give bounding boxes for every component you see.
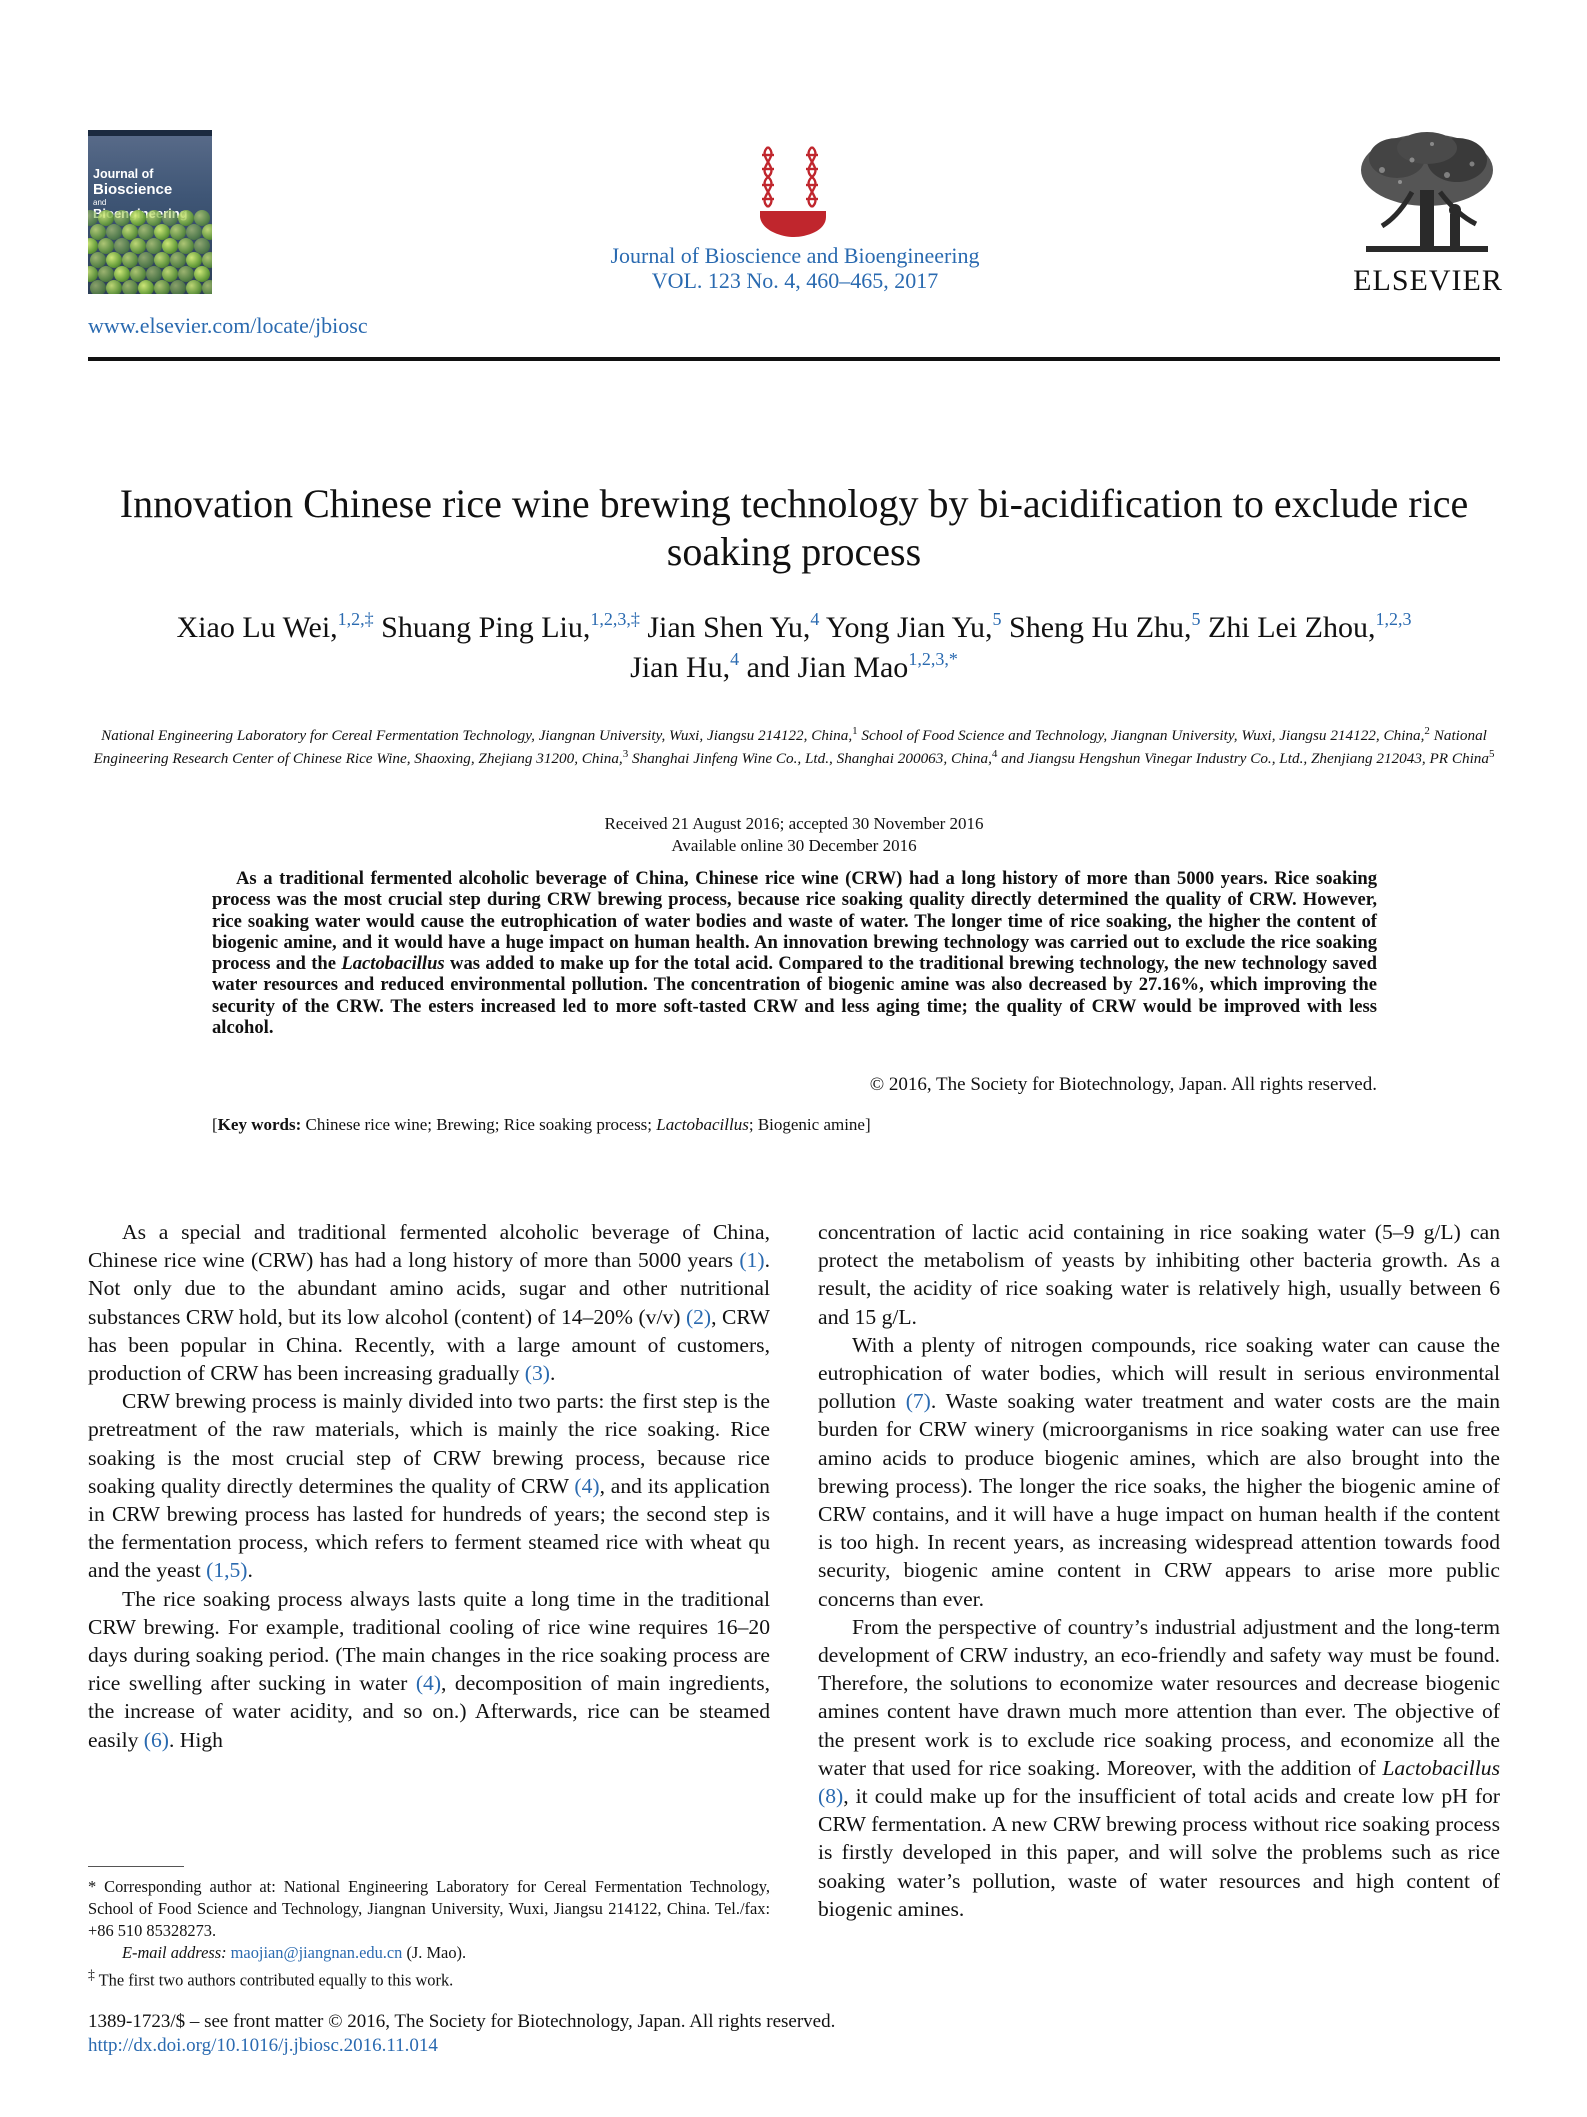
cover-pattern-cell xyxy=(186,280,202,294)
email-suffix: (J. Mao). xyxy=(402,1943,467,1962)
journal-citation xyxy=(540,243,1050,293)
paragraph: concentration of lactic acid containing in rice soaking water (5–9 g/L) can protect the metabolism of yeasts by inhibiting other bacteria growth. As a result, the acidity of rice soaking water is relatively high, usually between 6 and 15 g/L. xyxy=(818,1220,1500,1329)
author[interactable] xyxy=(630,651,739,684)
author[interactable] xyxy=(381,611,640,644)
affiliation: Shanghai Jinfeng Wine Co., Ltd., Shanghai 200063, China, xyxy=(632,750,992,767)
affiliation: National Engineering Laboratory for Cereal Fermentation Technology, Jiangnan University, Wuxi, Jiangsu 214122, China, xyxy=(101,727,853,744)
author[interactable] xyxy=(747,651,958,684)
dna-helix-logo-icon xyxy=(756,145,832,240)
citation-link[interactable]: (4) xyxy=(415,1671,442,1696)
footnotes xyxy=(88,1876,770,1991)
keywords-bracket: ] xyxy=(864,1115,871,1134)
email-link[interactable]: maojian@jiangnan.edu.cn xyxy=(230,1943,403,1962)
front-matter xyxy=(88,2010,1188,2058)
body-column-left xyxy=(88,1218,770,1754)
author-name[interactable]: Shuang Ping Liu, xyxy=(381,611,591,644)
affiliation-number: 2 xyxy=(1424,725,1430,737)
citation-link[interactable]: (7) xyxy=(905,1389,931,1414)
corresponding-author-note: * Corresponding author at: National Engineering Laboratory for Cereal Fermentation Technology, School of Food Science and Technology, Jiangnan University, Wuxi, Jiangsu 214122, China. Tel./fax: +86 510 85328273. xyxy=(88,1877,770,1940)
affiliation: National Engineering Research Center of Chinese Rice Wine, Shaoxing, Zhejiang 31200, China, xyxy=(93,727,1487,767)
body-column-right xyxy=(818,1218,1500,1923)
author[interactable] xyxy=(1009,611,1201,644)
author[interactable] xyxy=(177,611,374,644)
author-affiliation-marker[interactable]: 1,2,3,‡ xyxy=(590,609,640,629)
abstract-text: was added to make up for the total acid. Compared to the traditional brewing technology, the new technology saved water resources and reduced environmental pollution. The concentration of biogenic amine was also decreased by 27.16%, which improving the security of the CRW. The esters increased led to more soft-tasted CRW and less aging time; the quality of CRW would be improved with less alcohol. xyxy=(212,953,1377,1039)
cover-title-line: and xyxy=(93,198,107,207)
author[interactable] xyxy=(826,611,1002,644)
affiliation: School of Food Science and Technology, Jiangnan University, Wuxi, Jiangsu 214122, China, xyxy=(861,727,1425,744)
citation-link[interactable]: (1) xyxy=(739,1248,765,1273)
header-divider xyxy=(88,357,1500,361)
author-list xyxy=(88,608,1500,688)
equal-contribution-note xyxy=(88,1964,770,1991)
author-affiliation-marker[interactable]: 1,2,3 xyxy=(1375,609,1412,629)
citation-link[interactable]: (8) xyxy=(818,1784,844,1809)
affiliation: and Jiangsu Hengshun Vinegar Industry Co., Ltd., Zhenjiang 212043, PR China xyxy=(1001,750,1489,767)
journal-cover-image xyxy=(88,130,212,294)
author-name[interactable]: and Jian Mao xyxy=(746,651,909,684)
doi-link[interactable]: http://dx.doi.org/10.1016/j.jbiosc.2016.11.014 xyxy=(88,2035,438,2056)
paragraph: As a special and traditional fermented alcoholic beverage of China, Chinese rice wine (CRW) has had a long history of more than 5000 years (1). Not only due to the abundant amino acids, sugar and other nutritional substances CRW hold, but its low alcohol (content) of 14–20% (v/v) (2), CRW has been popular in China. Recently, with a large amount of customers, production of CRW has been increasing gradually (3). xyxy=(88,1220,771,1386)
cover-pattern-cell xyxy=(170,280,186,294)
footnote-mark: ‡ xyxy=(88,1967,95,1982)
abstract-text: As a traditional fermented alcoholic beverage of China, Chinese rice wine (CRW) had a long history of more than 5000 years. Rice soaking process was the most crucial step during CRW brewing process, because rice soaking quality directly determined the quality of CRW. However, rice soaking water would cause the eutrophication of water bodies and waste of water. The longer time of rice soaking, the higher the content of biogenic amine, and it would have a huge impact on human health. An innovation brewing technology was carried out to exclude the rice soaking process and the xyxy=(212,868,1377,975)
cover-top-bar xyxy=(88,130,212,136)
affiliation-number: 4 xyxy=(991,748,998,760)
cover-title-line: Journal of xyxy=(93,167,154,181)
keywords-label: Key words: xyxy=(217,1115,302,1134)
paragraph: CRW brewing process is mainly divided into two parts: the first step is the pretreatment of the raw materials, which is mainly the rice soaking. Rice soaking is the most crucial step of CRW brewing process, because rice soaking quality directly determines the quality of CRW (4), and its application in CRW brewing process has lasted for hundreds of years; the second step is the fermentation process, which refers to ferment steamed rice with wheat qu and the yeast (1,5). xyxy=(88,1389,770,1583)
author-name[interactable]: Jian Shen Yu, xyxy=(647,611,811,644)
author-affiliation-marker[interactable]: 1,2,‡ xyxy=(337,609,374,629)
elsevier-tree-logo-icon xyxy=(1352,130,1502,258)
article-history xyxy=(88,813,1500,857)
paragraph: From the perspective of country’s industrial adjustment and the long-term development of CRW industry, an eco-friendly and safety way must be found. Therefore, the solutions to economize water resources and decrease biogenic amines content have drawn much more attention than ever. The objective of the present work is to exclude rice soaking process, and economize all the water that used for rice soaking. Moreover, with the addition of Lactobacillus (8), it could make up for the insufficient of total acids and create low pH for CRW fermentation. A new CRW brewing process without rice soaking process is firstly developed in this paper, and will solve the problems such as rice soaking water’s pollution, waste of water resources and high content of biogenic amines. xyxy=(818,1614,1500,1921)
author-affiliation-marker[interactable]: 4 xyxy=(730,649,740,669)
abstract-species-name: Lactobacillus xyxy=(341,953,445,975)
author-affiliation-marker[interactable]: 4 xyxy=(810,609,820,629)
available-date: Available online 30 December 2016 xyxy=(671,836,917,855)
email-label: E-mail address: xyxy=(122,1943,227,1962)
citation-link[interactable]: (2) xyxy=(685,1304,712,1329)
keyword-italic: Lactobacillus xyxy=(656,1115,749,1134)
journal-volume: VOL. 123 No. 4, 460–465, 2017 xyxy=(651,268,939,293)
affiliation-number: 5 xyxy=(1489,748,1495,760)
citation-link[interactable]: (6) xyxy=(143,1727,169,1752)
affiliations xyxy=(88,724,1500,770)
author-name[interactable]: Sheng Hu Zhu, xyxy=(1009,611,1192,644)
cover-pattern-cell xyxy=(106,280,122,294)
received-date: Received 21 August 2016; accepted 30 November 2016 xyxy=(604,814,984,833)
author[interactable] xyxy=(647,611,819,644)
citation-link[interactable]: (3) xyxy=(524,1361,550,1386)
cover-pattern-cell xyxy=(90,280,106,294)
citation-link[interactable]: (4) xyxy=(574,1473,600,1498)
footnote-divider xyxy=(88,1866,184,1867)
cover-pattern-cell xyxy=(202,280,212,294)
author-name[interactable]: Xiao Lu Wei, xyxy=(176,611,338,644)
abstract-copyright: © 2016, The Society for Biotechnology, Japan. All rights reserved. xyxy=(869,1074,1377,1095)
citation-link[interactable]: (1,5) xyxy=(206,1558,248,1583)
issn-line: 1389-1723/$ – see front matter © 2016, The Society for Biotechnology, Japan. All rights reserved. xyxy=(88,2011,836,2032)
cover-title-line: Bioscience xyxy=(93,181,173,198)
author-name[interactable]: Zhi Lei Zhou, xyxy=(1208,611,1376,644)
keywords-text: ; Biogenic amine xyxy=(748,1115,865,1134)
email-note xyxy=(88,1942,770,1964)
cover-pattern-cell xyxy=(122,280,138,294)
keywords-text: Chinese rice wine; Brewing; Rice soaking process; xyxy=(301,1115,657,1134)
paragraph: The rice soaking process always lasts quite a long time in the traditional CRW brewing. For example, traditional cooling of rice wine requires 16–20 days during soaking period. (The main changes in the rice soaking process are rice swelling after sucking in water (4), decomposition of main ingredients, the increase of water acidity, and so on.) Afterwards, rice can be steamed easily (6). High xyxy=(88,1586,770,1752)
author-name[interactable]: Jian Hu, xyxy=(630,651,731,684)
paragraph: With a plenty of nitrogen compounds, rice soaking water can cause the eutrophication of water bodies, which will result in serious environmental pollution (7). Waste soaking water treatment and water costs are the main burden for CRW winery (microorganisms in rice soaking water can use free amino acids to produce biogenic amines, which are also brought into the brewing process). The longer the rice soaks, the higher the biogenic amine of CRW contains, and it will have a huge impact on human health if the content is too high. In recent years, as increasing widespread attention towards food security, biogenic amine content in CRW appears to arise more public concerns than ever. xyxy=(818,1332,1500,1611)
cover-pattern-cell xyxy=(154,280,170,294)
equal-contribution-text: The first two authors contributed equally to this work. xyxy=(94,1970,454,1990)
author-affiliation-marker[interactable]: 5 xyxy=(1191,609,1201,629)
journal-homepage-link[interactable]: www.elsevier.com/locate/jbiosc xyxy=(88,313,368,338)
keywords-bracket: [ xyxy=(212,1115,218,1134)
author-name[interactable]: Yong Jian Yu, xyxy=(825,611,993,644)
author[interactable] xyxy=(1208,611,1411,644)
species-name: Lactobacillus xyxy=(1382,1755,1500,1780)
publisher-wordmark: ELSEVIER xyxy=(1353,264,1503,297)
cover-pattern-cell xyxy=(138,280,154,294)
article-title: Innovation Chinese rice wine brewing technology by bi-acidification to exclude rice soaking process xyxy=(119,481,1469,574)
author-affiliation-marker[interactable]: 1,2,3,* xyxy=(908,649,958,669)
affiliation-number: 1 xyxy=(852,725,858,737)
affiliation-number: 3 xyxy=(622,748,629,760)
journal-title[interactable]: Journal of Bioscience and Bioengineering xyxy=(610,243,980,268)
keywords xyxy=(212,1115,1377,1135)
abstract xyxy=(212,868,1377,1038)
author-affiliation-marker[interactable]: 5 xyxy=(992,609,1002,629)
